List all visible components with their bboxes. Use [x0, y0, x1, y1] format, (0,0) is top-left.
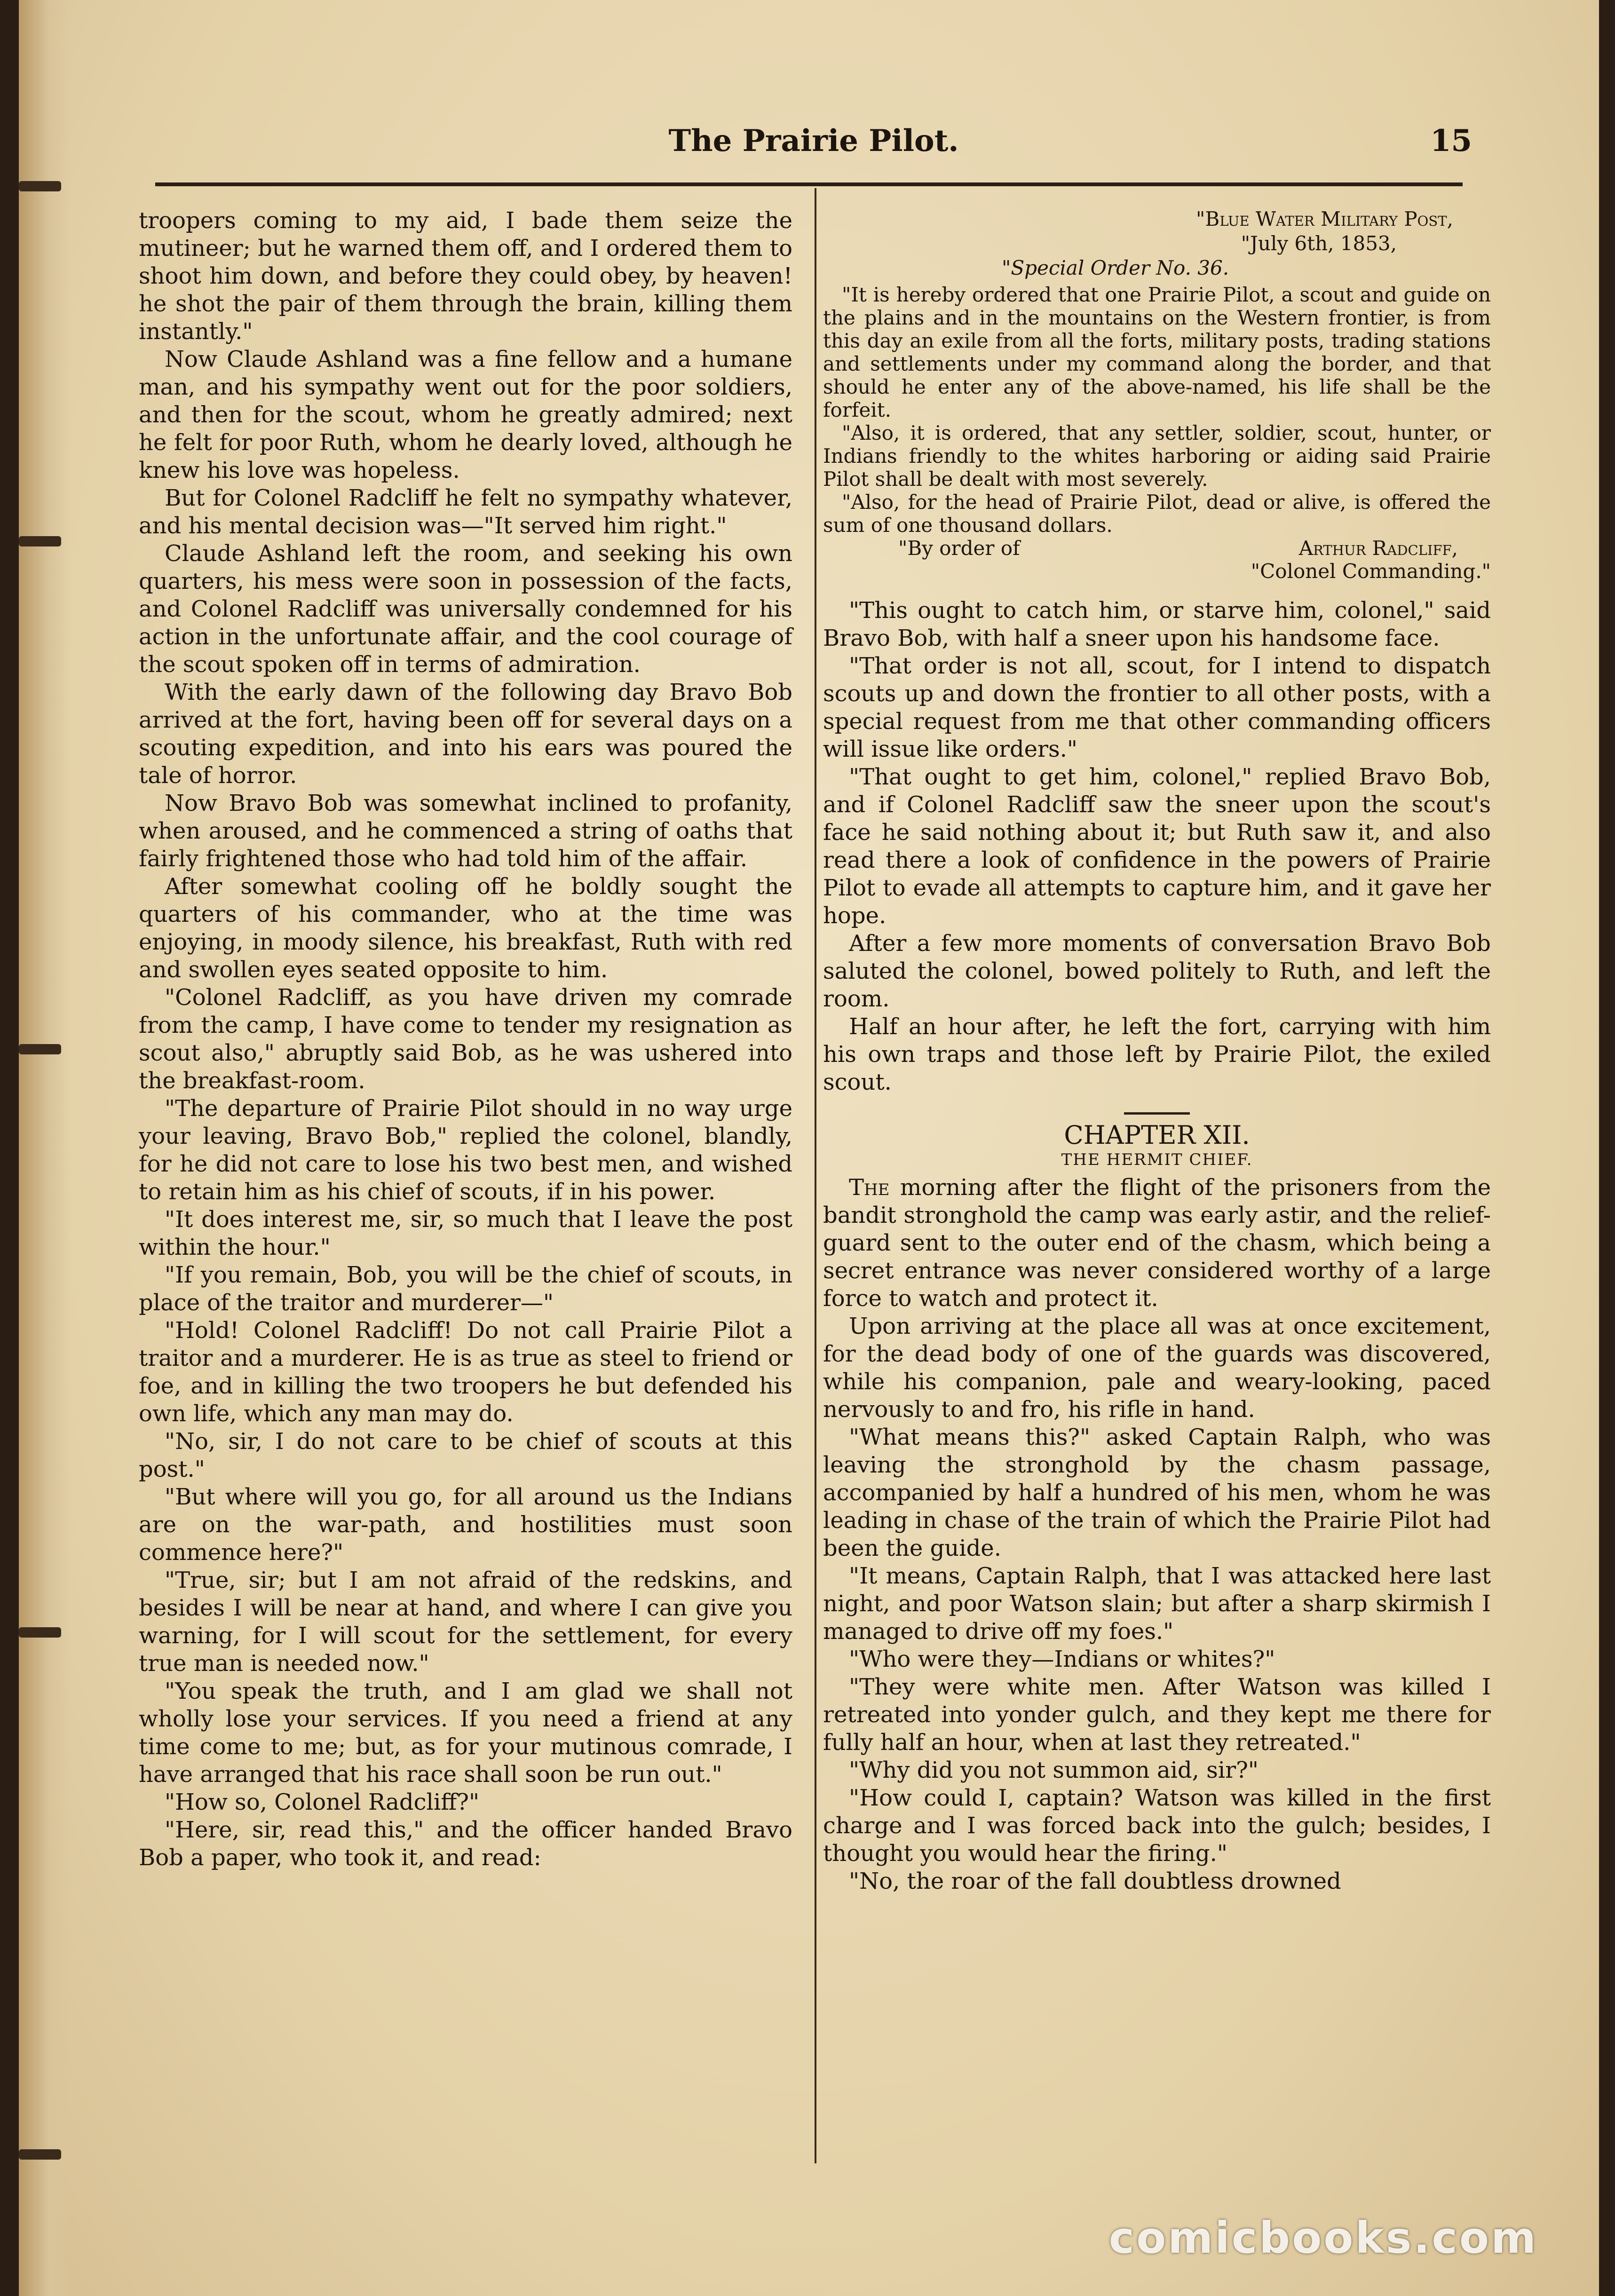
page-number: 15: [1430, 123, 1472, 158]
paragraph: Claude Ashland left the room, and seeking his own quarters, his mess were soon in possession of the facts, and Colonel Radcliff was universally condemned for his action in the unfortunate affair, and the cool courage of the scout spoken off in terms of admiration.: [139, 540, 792, 678]
paragraph: "The departure of Prairie Pilot should in no way urge your leaving, Bravo Bob," replied the colonel, blandly, for he did not care to lose his two best men, and wished to retain him as his chief of scouts, if in his power.: [139, 1095, 792, 1205]
order-paragraph: "Also, it is ordered, that any settler, soldier, scout, hunter, or Indians friendly to the whites harboring or aiding said Prairie Pilot shall be dealt with most severely.: [823, 421, 1491, 491]
paragraph: "Here, sir, read this," and the officer handed Bravo Bob a paper, who took it, and read:: [139, 1817, 792, 1871]
order-heading-number: "Special Order No. 36.: [1002, 256, 1229, 279]
chapter-first-paragraph-text: morning after the flight of the prisoners from the bandit stronghold the camp was early astir, and the relief-guard sent to the outer end of the chasm, which being a secret entrance was never considered worthy of a large force to watch and protect it.: [823, 1174, 1491, 1312]
special-order-heading: [823, 207, 1491, 280]
order-signature: [823, 537, 1491, 583]
paragraph: "It does interest me, sir, so much that I leave the post within the hour.": [139, 1206, 792, 1260]
left-column: [139, 207, 792, 1872]
page-header: [155, 123, 1472, 180]
order-heading-date: "July 6th, 1853,: [1241, 232, 1397, 255]
paragraph: "But where will you go, for all around us the Indians are on the war-path, and hostilities must soon commence here?": [139, 1484, 792, 1566]
binding-stitch: [19, 181, 61, 191]
chapter-rule: [1124, 1112, 1190, 1115]
order-by-label: "By order of: [898, 537, 1020, 560]
running-title: The Prairie Pilot.: [668, 123, 959, 158]
paragraph: "If you remain, Bob, you will be the chief of scouts, in place of the traitor and murderer—": [139, 1262, 792, 1316]
chapter-heading: [823, 1112, 1491, 1170]
paragraph: "That order is not all, scout, for I intend to dispatch scouts up and down the frontier to all other posts, with a special request from me that other commanding officers will issue like orders.": [823, 653, 1491, 762]
binding-stitch: [19, 2149, 61, 2160]
column-divider: [815, 188, 816, 2163]
paragraph: After a few more moments of conversation Bravo Bob saluted the colonel, bowed politely to Ruth, and left the room.: [823, 930, 1491, 1012]
paragraph: "Hold! Colonel Radcliff! Do not call Prairie Pilot a traitor and a murderer. He is as true as steel to friend or foe, and in killing the two troopers he but defended his own life, which any man may do.: [139, 1317, 792, 1427]
binding-stitch: [19, 1627, 61, 1638]
chapter-subtitle: THE HERMIT CHIEF.: [1061, 1150, 1253, 1169]
paragraph: "What means this?" asked Captain Ralph, who was leaving the stronghold by the chasm passage, accompanied by half a hundred of his men, whom he was leading in chase of the train of which the Prairie Pilot had been the guide.: [823, 1424, 1491, 1561]
paragraph: After somewhat cooling off he boldly sought the quarters of his commander, who at the time was enjoying, in moody silence, his breakfast, Ruth with red and swollen eyes seated opposite to him.: [139, 873, 792, 983]
paragraph: "They were white men. After Watson was killed I retreated into yonder gulch, and they kept me there for fully half an hour, when at last they retreated.": [823, 1674, 1491, 1756]
paragraph: "How so, Colonel Radcliff?": [165, 1789, 480, 1815]
watermark: comicbooks.com: [1108, 2213, 1538, 2263]
chapter-lead-word: The: [849, 1174, 890, 1201]
paragraph: "True, sir; but I am not afraid of the redskins, and besides I will be near at hand, and where I can give you warning, for I will scout for the settlement, for every true man is needed now.": [139, 1567, 792, 1677]
paragraph: "This ought to catch him, or starve him, colonel," said Bravo Bob, with half a sneer upon his handsome face.: [823, 597, 1491, 651]
chapter-title: CHAPTER XII.: [1064, 1120, 1250, 1150]
binding-stitch: [19, 1044, 61, 1054]
special-order-body: [823, 283, 1491, 537]
paragraph: "Colonel Radcliff, as you have driven my comrade from the camp, I have come to tender my resignation as scout also," abruptly said Bob, as he was ushered into the breakfast-room.: [139, 984, 792, 1094]
paragraph: "How could I, captain? Watson was killed in the first charge and I was forced back into the gulch; besides, I thought you would hear the firing.": [823, 1785, 1491, 1867]
chapter-first-paragraph: [823, 1174, 1491, 1313]
paragraph: Half an hour after, he left the fort, carrying with him his own traps and those left by Prairie Pilot, the exiled scout.: [823, 1013, 1491, 1095]
order-signer-title: "Colonel Commanding.": [1251, 560, 1491, 583]
right-column: [823, 207, 1491, 1895]
paragraph: "You speak the truth, and I am glad we shall not wholly lose your services. If you need a friend at any time come to me; but, as for your mutinous comrade, I have arranged that his race shall soon be run out.": [139, 1678, 792, 1788]
order-paragraph: "Also, for the head of Prairie Pilot, dead or alive, is offered the sum of one thousand dollars.: [823, 491, 1491, 537]
binding-stitch: [19, 536, 61, 546]
page-spine: [19, 0, 71, 2296]
magazine-page: [19, 0, 1599, 2296]
header-rule: [155, 182, 1463, 186]
paragraph: "Who were they—Indians or whites?": [849, 1646, 1275, 1672]
paragraph: Upon arriving at the place all was at once excitement, for the dead body of one of the guards was discovered, while his companion, pale and weary-looking, paced nervously to and fro, his rifle in hand.: [823, 1313, 1491, 1423]
paragraph: "That ought to get him, colonel," replied Bravo Bob, and if Colonel Radcliff saw the sneer upon the scout's face he said nothing about it; but Ruth saw it, and also read there a look of confidence in the powers of Prairie Pilot to evade all attempts to capture him, and it gave her hope.: [823, 764, 1491, 929]
paragraph: But for Colonel Radcliff he felt no sympathy whatever, and his mental decision was—"It served him right.": [139, 485, 792, 539]
order-signer-name: Arthur Radcliff,: [1298, 537, 1458, 560]
order-paragraph: "It is hereby ordered that one Prairie Pilot, a scout and guide on the plains and in the mountains on the Western frontier, is from this day an exile from all the forts, military posts, trading stations and settlements under my command along the border, and that should he enter any of the above-named, his life shall be the forfeit.: [823, 283, 1491, 421]
paragraph: With the early dawn of the following day Bravo Bob arrived at the fort, having been off for several days on a scouting expedition, and into his ears was poured the tale of horror.: [139, 679, 792, 789]
paragraph: Now Bravo Bob was somewhat inclined to profanity, when aroused, and he commenced a string of oaths that fairly frightened those who had told him of the affair.: [139, 790, 792, 872]
paragraph: Now Claude Ashland was a fine fellow and a humane man, and his sympathy went out for the poor soldiers, and then for the scout, whom he greatly admired; next he felt for poor Ruth, whom he dearly loved, although he knew his love was hopeless.: [139, 346, 792, 483]
paragraph: "No, the roar of the fall doubtless drowned: [849, 1868, 1341, 1894]
order-heading-post: "Blue Water Military Post,: [1196, 207, 1453, 230]
paragraph: troopers coming to my aid, I bade them seize the mutineer; but he warned them off, and I ordered them to shoot him down, and before they could obey, by heaven! he shot the pair of them through the brain, killing them instantly.": [139, 207, 792, 345]
paragraph: "It means, Captain Ralph, that I was attacked here last night, and poor Watson slain; but after a sharp skirmish I managed to drive off my foes.": [823, 1563, 1491, 1645]
paragraph: "No, sir, I do not care to be chief of scouts at this post.": [139, 1428, 792, 1482]
paragraph: "Why did you not summon aid, sir?": [849, 1757, 1259, 1783]
